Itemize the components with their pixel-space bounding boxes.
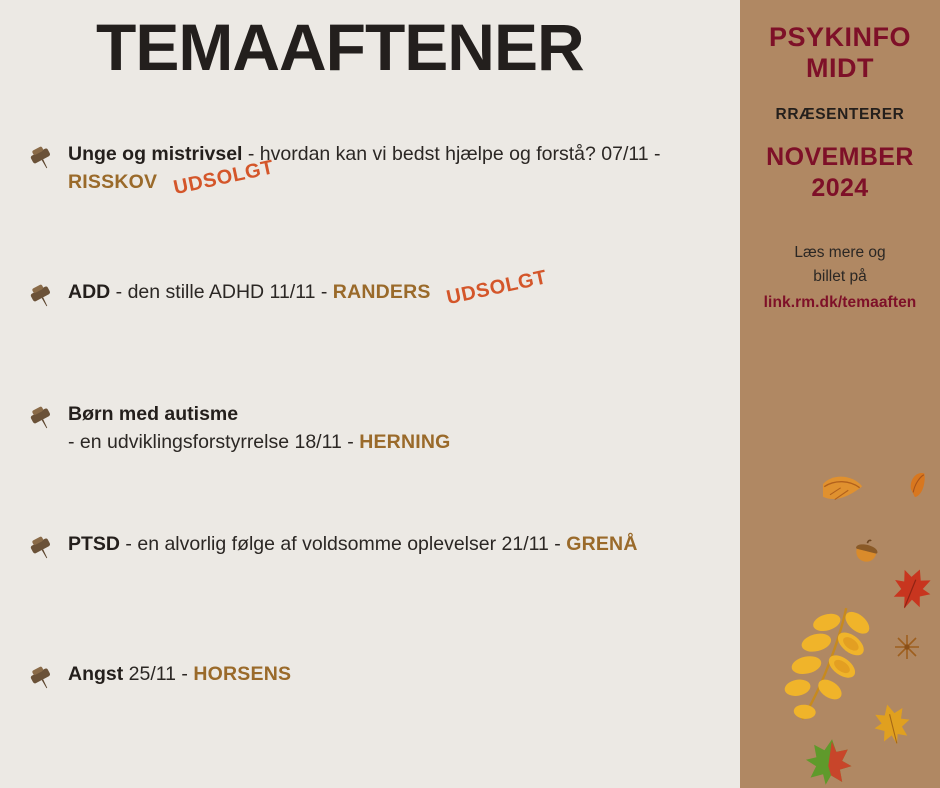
pushpin-icon: [26, 532, 56, 562]
event-text: [68, 530, 668, 558]
booking-info: [740, 241, 940, 315]
booking-line-2: billet på: [813, 267, 867, 285]
event-lead: PTSD: [68, 533, 121, 555]
list-item: [0, 530, 740, 660]
event-text: [68, 400, 668, 457]
list-item: [0, 266, 740, 400]
pushpin-icon: [26, 280, 56, 310]
presents-label: RRÆSENTERER: [775, 106, 905, 124]
leaf-icon: [802, 736, 856, 788]
event-city: HERNING: [359, 431, 451, 454]
event-description: - den stille ADHD 11/11 -: [110, 281, 333, 303]
booking-line-1: Læs mere og: [794, 243, 886, 261]
event-city: GRENÅ: [566, 533, 638, 555]
star-anise-icon: [892, 632, 922, 667]
page-title: TEMAAFTENER: [96, 10, 584, 84]
leaf-icon: [818, 470, 864, 515]
acorn-icon: [848, 538, 882, 581]
event-lead: Børn med autisme: [68, 403, 239, 425]
leaf-icon: [906, 470, 932, 505]
brand-line-1: PSYKINFO: [768, 22, 912, 52]
event-city: RISSKOV: [68, 171, 158, 194]
event-lead: Angst: [68, 663, 124, 685]
maple-leaf-icon: [890, 565, 934, 618]
pushpin-icon: [26, 142, 56, 172]
event-lead: Unge og mistrivsel: [68, 143, 243, 165]
list-item: [0, 400, 740, 530]
event-text: [68, 140, 668, 200]
event-description: - en alvorlig følge af voldsomme oplevelser 21/11 -: [120, 533, 567, 555]
event-description: 25/11 -: [123, 663, 194, 685]
event-lead: ADD: [68, 281, 111, 303]
pushpin-icon: [26, 402, 56, 432]
status-badge: UDSOLGT: [171, 156, 276, 200]
event-city: HORSENS: [193, 663, 292, 685]
list-item: [0, 660, 740, 740]
rowan-leaf-icon: [782, 600, 878, 735]
brand-line-2: MIDT: [806, 53, 874, 84]
brand-name: [740, 22, 940, 84]
event-text: [68, 660, 668, 688]
status-badge: UDSOLGT: [444, 266, 549, 310]
month-year: [740, 142, 940, 205]
sidebar: [740, 0, 940, 788]
event-list: [0, 140, 740, 740]
booking-link[interactable]: link.rm.dk/temaaften: [763, 293, 917, 311]
event-description: - en udviklingsforstyrrelse 18/11 -: [68, 431, 360, 454]
list-item: [0, 140, 740, 278]
leaf-icon: [870, 700, 914, 753]
pushpin-icon: [26, 662, 56, 692]
event-text: [68, 266, 668, 310]
event-city: RANDERS: [332, 281, 431, 303]
year-label: 2024: [811, 174, 869, 203]
month-label: NOVEMBER: [766, 143, 914, 172]
event-description: - hvordan kan vi bedst hjælpe og forstå? 07/11 -: [242, 143, 661, 165]
